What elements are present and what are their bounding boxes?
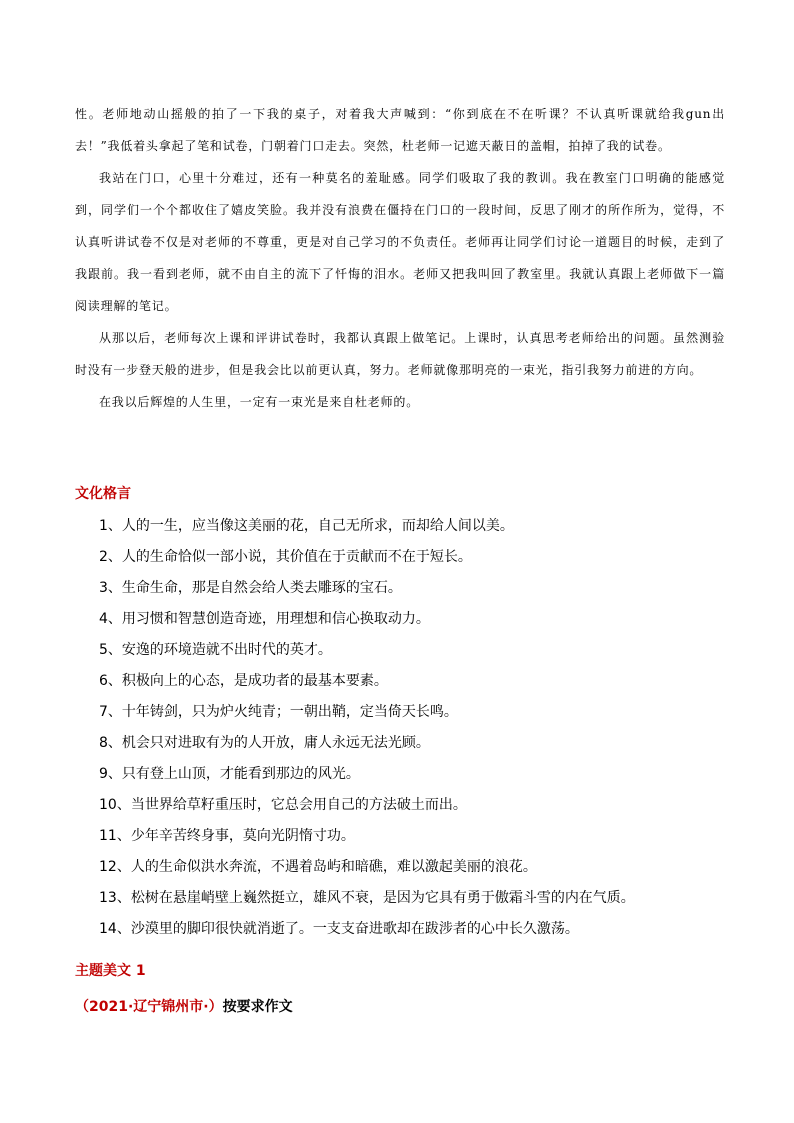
essay-paragraph: 性。老师地动山摇般的拍了一下我的桌子，对着我大声喊到：“你到底在不在听课？不认真听课就给我gun出去！”我低着头拿起了笔和试卷，门朝着门口走去。突然，杜老师一记遮天蔽日的盖帽，拍掉了我的试卷。 bbox=[75, 107, 725, 153]
essay-body bbox=[75, 98, 725, 418]
saying-item: 13、松树在悬崖峭壁上巍然挺立，雄风不衰，是因为它具有勇于傲霜斗雪的内在气质。 bbox=[99, 890, 635, 906]
saying-item: 14、沙漠里的脚印很快就消逝了。一支支奋进歌却在跋涉者的心中长久激荡。 bbox=[99, 921, 579, 937]
saying-item: 11、少年辛苦终身事，莫向光阴惰寸功。 bbox=[99, 828, 355, 844]
saying-item: 10、当世界给草籽重压时，它总会用自己的方法破土而出。 bbox=[99, 797, 467, 813]
sayings-list bbox=[99, 517, 739, 951]
saying-item: 1、人的一生，应当像这美丽的花，自己无所求，而却给人间以美。 bbox=[99, 518, 514, 534]
saying-item: 8、机会只对进取有为的人开放，庸人永远无法光顾。 bbox=[99, 735, 430, 751]
saying-item: 7、十年铸剑，只为炉火纯青；一朝出鞘，定当倚天长鸣。 bbox=[99, 704, 458, 720]
saying-item: 4、用习惯和智慧创造奇迹，用理想和信心换取动力。 bbox=[99, 611, 430, 627]
saying-item: 5、安逸的环境造就不出时代的英才。 bbox=[99, 642, 332, 658]
writing-prompt bbox=[75, 996, 293, 1016]
saying-item: 3、生命生命，那是自然会给人类去雕琢的宝石。 bbox=[99, 580, 402, 596]
saying-item: 9、只有登上山顶，才能看到那边的风光。 bbox=[99, 766, 360, 782]
section-title-theme: 主题美文 1 bbox=[75, 963, 146, 979]
essay-paragraph: 我站在门口，心里十分难过，还有一种莫名的羞耻感。同学们吸取了我的教训。我在教室门口明确的能感觉到，同学们一个个都收住了嬉皮笑脸。我并没有浪费在僵持在门口的一段时间，反思了刚才的所作所为，觉得，不认真听讲试卷不仅是对老师的不尊重，更是对自己学习的不负责任。老师再让同学们讨论一道题目的时候，走到了我跟前。我一看到老师，就不由自主的流下了忏悔的泪水。老师又把我叫回了教室里。我就认真跟上老师做下一篇阅读理解的笔记。 bbox=[75, 171, 725, 313]
essay-paragraph: 在我以后辉煌的人生里，一定有一束光是来自杜老师的。 bbox=[99, 395, 420, 409]
saying-item: 2、人的生命恰似一部小说，其价值在于贡献而不在于短长。 bbox=[99, 549, 472, 565]
saying-item: 12、人的生命似洪水奔流，不遇着岛屿和暗礁，难以激起美丽的浪花。 bbox=[99, 859, 537, 875]
prompt-instruction: 按要求作文 bbox=[222, 999, 293, 1015]
section-title-culture: 文化格言 bbox=[75, 486, 131, 502]
saying-item: 6、积极向上的心态，是成功者的最基本要素。 bbox=[99, 673, 388, 689]
essay-paragraph: 从那以后，老师每次上课和评讲试卷时，我都认真跟上做笔记。上课时，认真思考老师给出的问题。虽然测验时没有一步登天般的进步，但是我会比以前更认真，努力。老师就像那明亮的一束光，指引我努力前进的方向。 bbox=[75, 331, 725, 377]
prompt-source: （2021·辽宁锦州市·） bbox=[75, 999, 223, 1015]
